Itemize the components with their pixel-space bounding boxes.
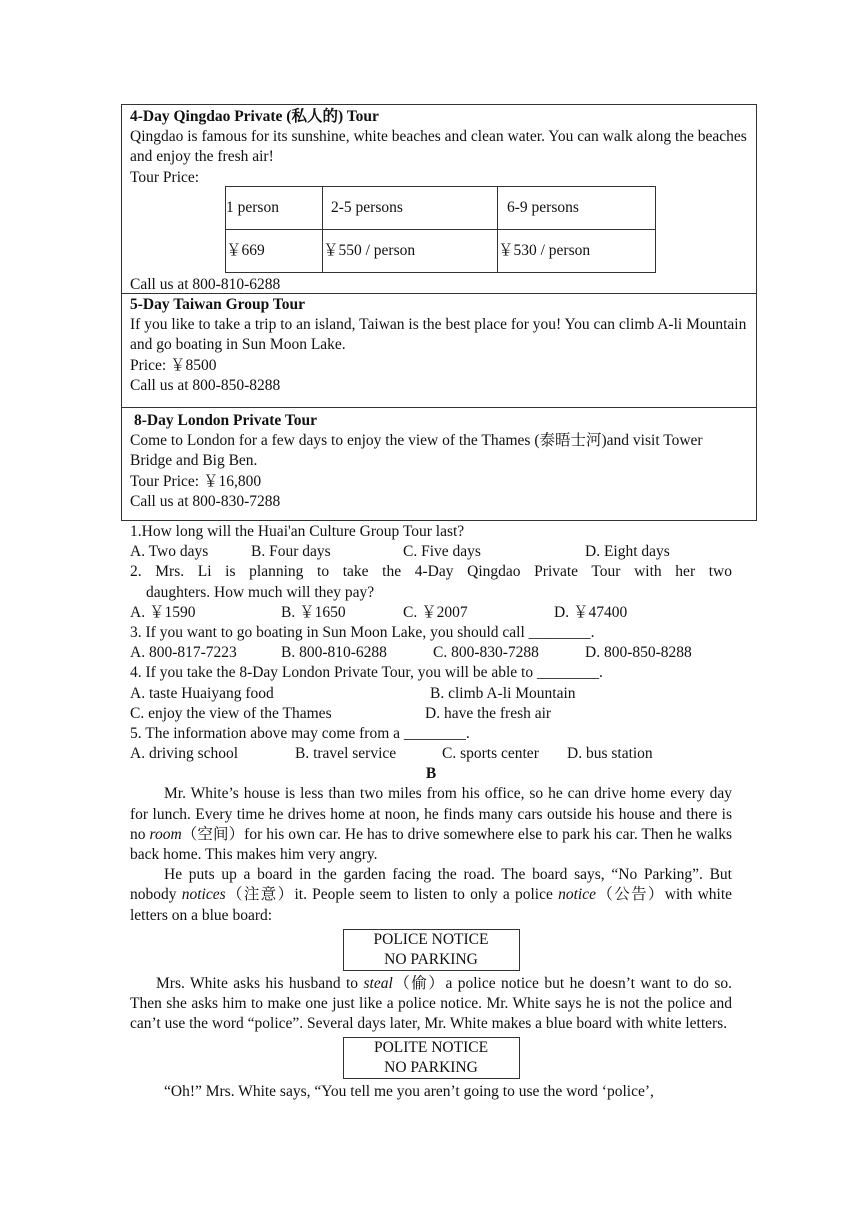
passage-paragraph: “Oh!” Mrs. White says, “You tell me you aren’t going to use the word ‘police’, (164, 1083, 654, 1101)
price-header-cell: 2-5 persons (323, 187, 498, 230)
passage (130, 784, 732, 925)
text-run: Mrs. White asks his husband to (156, 974, 364, 992)
question-options (130, 704, 732, 724)
passage-paragraph (130, 784, 732, 865)
question-stem: 3. If you want to go boating in Sun Moon Lake, you should call ________. (130, 623, 595, 641)
passage-paragraph (130, 974, 732, 1035)
tour-description: Come to London for a few days to enjoy the view of the Thames (泰晤士河)and visit Tower Bridge and Big Ben. (130, 432, 703, 470)
option: D. 800-850-8288 (585, 644, 692, 662)
question-options (130, 684, 732, 704)
tour-price: Tour Price: ￥16,800 (130, 472, 262, 490)
tour-title: 4-Day Qingdao Private (私人的) Tour (130, 108, 379, 125)
option: A. driving school (130, 745, 239, 763)
price-value-cell: ￥530 / person (498, 230, 656, 273)
tour-table (121, 104, 757, 521)
option: A. Two days (130, 543, 209, 561)
vocab-word: notice (558, 886, 596, 904)
tour-call: Call us at 800-810-6288 (130, 276, 281, 293)
question-stem-continued: daughters. How much will they pay? (146, 583, 375, 601)
option: B. Four days (251, 543, 331, 561)
option: D. have the fresh air (425, 704, 552, 722)
vocab-word: steal (363, 974, 393, 992)
tour-price-label: Tour Price: (130, 168, 200, 186)
passage (130, 974, 732, 1035)
notice-line: NO PARKING (384, 1059, 478, 1077)
price-table-value-row (226, 230, 656, 273)
price-table-header-row (226, 187, 656, 230)
vocab-word: room (149, 825, 182, 843)
passage-paragraph (130, 865, 732, 926)
price-table (225, 186, 656, 273)
tour-call: Call us at 800-830-7288 (130, 492, 281, 510)
question-options (130, 744, 732, 764)
polite-notice-box (343, 1037, 520, 1079)
price-header-cell: 6-9 persons (498, 187, 656, 230)
passage (130, 1082, 732, 1102)
question-stem: 5. The information above may come from a ________. (130, 724, 470, 742)
text-run: （偷）a police notice but he doesn’t want to do so. Then she asks him to make one just like a police notice. Mr. White says he is not the police and can’t use the word “police”. Several days later, Mr. White makes a blue board with white letters. (130, 974, 732, 1033)
option: A. taste Huaiyang food (130, 684, 274, 702)
question-options (130, 603, 732, 623)
text-run: He puts up a board in the garden facing the road. The board says, “No Parking”. But nobody (130, 866, 732, 904)
option: B. 800-810-6288 (281, 644, 387, 662)
police-notice-box (343, 929, 520, 971)
tour-title: 5-Day Taiwan Group Tour (130, 296, 306, 313)
notice-line: POLITE NOTICE (373, 1039, 489, 1057)
option: B. travel service (295, 745, 397, 763)
option: A. ￥1590 (130, 603, 196, 621)
question-stem: 1.How long will the Huai'an Culture Group Tour last? (130, 523, 465, 540)
option: C. 800-830-7288 (433, 644, 539, 662)
tour-description: If you like to take a trip to an island, Taiwan is the best place for you! You can climb A-li Mountain and go boating in Sun Moon Lake. (130, 316, 747, 354)
option: D. Eight days (585, 543, 670, 561)
notice-line: NO PARKING (384, 950, 478, 968)
section-heading: B (425, 765, 437, 783)
option: A. 800-817-7223 (130, 644, 237, 662)
question-options (130, 643, 732, 663)
question-options (130, 542, 732, 562)
option: B. ￥1650 (281, 603, 346, 621)
text-run: Mr. White’s house is less than two miles from his office, so he can drive home every day for lunch. Every time he drives home at noon, he finds many cars outside his house and there is no (130, 785, 732, 843)
text-run: （注意）it. People seem to listen to only a police (225, 886, 559, 904)
tour-title: 8-Day London Private Tour (134, 412, 318, 429)
questions-and-passage (130, 522, 732, 1103)
option: D. ￥47400 (554, 603, 628, 621)
price-value-cell: ￥669 (226, 230, 323, 273)
option: C. ￥2007 (403, 603, 468, 621)
question-stem: 2. Mrs. Li is planning to take the 4-Day Qingdao Private Tour with her two (130, 563, 732, 581)
tour-call: Call us at 800-850-8288 (130, 376, 281, 394)
option: C. enjoy the view of the Thames (130, 704, 332, 722)
price-value-cell: ￥550 / person (323, 230, 498, 273)
option: C. Five days (403, 543, 481, 561)
vocab-word: notices (181, 886, 226, 904)
tour-london (122, 408, 756, 520)
option: B. climb A-li Mountain (430, 684, 576, 702)
text-run: （公告）with white letters on a blue board: (130, 886, 733, 924)
notice-line: POLICE NOTICE (373, 930, 489, 948)
tour-taiwan (122, 294, 756, 408)
text-run: （空间）for his own car. He has to drive somewhere else to park his car. Then he walks back home. This makes him very angry. (130, 825, 732, 864)
price-header-cell: 1 person (226, 187, 323, 230)
option: D. bus station (567, 745, 653, 763)
tour-qingdao (122, 105, 756, 294)
tour-price: Price: ￥8500 (130, 356, 217, 374)
question-stem: 4. If you take the 8-Day London Private Tour, you will be able to ________. (130, 664, 603, 682)
option: C. sports center (442, 745, 539, 763)
tour-description: Qingdao is famous for its sunshine, white beaches and clean water. You can walk along the beaches and enjoy the fresh air! (130, 128, 747, 166)
